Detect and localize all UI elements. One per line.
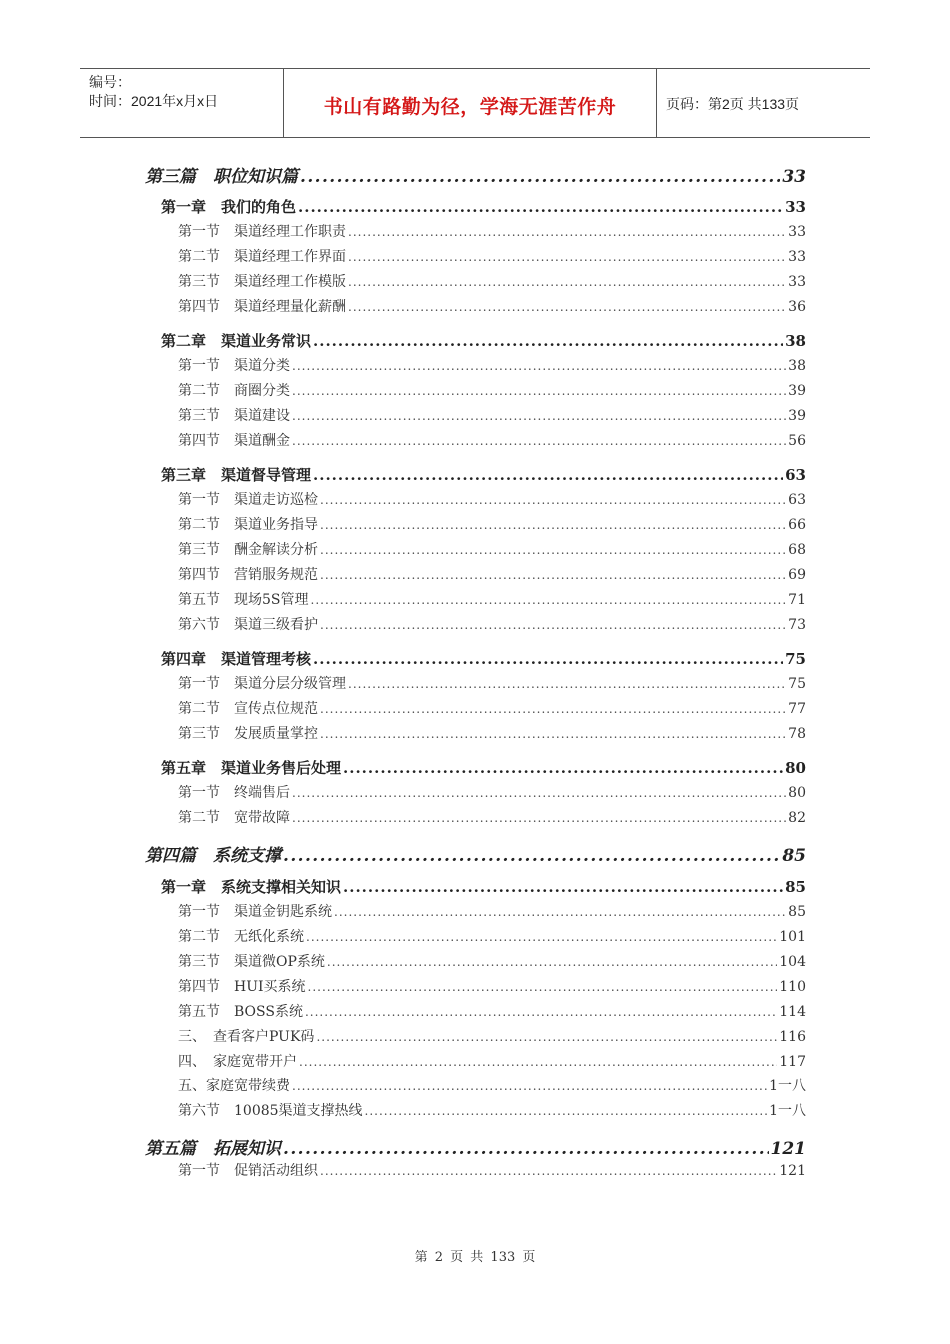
toc-section-entry[interactable] — [178, 951, 806, 971]
dot-leader — [348, 300, 786, 314]
toc-section-entry[interactable] — [178, 698, 806, 718]
toc-entry-page-number: 75 — [788, 676, 806, 692]
toc-entry-page-number: 77 — [788, 701, 806, 717]
toc-entry-page-number: 85 — [785, 878, 806, 896]
dot-leader — [320, 618, 786, 632]
toc-section-entry[interactable] — [178, 296, 806, 316]
toc-section-entry[interactable] — [178, 514, 806, 534]
dot-leader — [311, 593, 787, 607]
toc-entry-page-number: 38 — [785, 332, 806, 350]
toc-section-entry[interactable] — [178, 1100, 806, 1120]
toc-section-entry[interactable] — [178, 489, 806, 509]
toc-entry-page-number: 66 — [788, 517, 806, 533]
toc-section-entry[interactable] — [178, 1051, 806, 1071]
toc-entry-title: 第二章 渠道业务常识 — [161, 332, 312, 350]
toc-entry-title: 第三节 渠道经理工作模版 — [178, 274, 346, 290]
toc-section-entry[interactable] — [178, 430, 806, 450]
toc-entry-page-number: 116 — [779, 1029, 806, 1045]
toc-section-entry[interactable] — [178, 355, 806, 375]
dot-leader — [283, 1139, 769, 1159]
toc-section-entry[interactable] — [178, 246, 806, 266]
toc-entry-page-number: 85 — [788, 904, 806, 920]
toc-section-entry[interactable] — [178, 901, 806, 921]
toc-entry-page-number: 80 — [785, 759, 806, 777]
dot-leader — [365, 1104, 768, 1118]
dot-leader — [292, 1079, 767, 1093]
toc-entry-title: 第二节 商圈分类 — [178, 383, 290, 399]
toc-entry-page-number: 85 — [782, 846, 806, 866]
toc-section-entry[interactable] — [178, 723, 806, 743]
toc-entry-page-number: 39 — [788, 383, 806, 399]
dot-leader — [292, 811, 786, 825]
toc-chapter-entry[interactable] — [161, 648, 806, 669]
dot-leader — [334, 905, 786, 919]
toc-section-entry[interactable] — [178, 807, 806, 827]
toc-entry-page-number: 69 — [788, 567, 806, 583]
page-footer: 第 2 页 共 133 页 — [414, 1250, 536, 1265]
toc-entry-title: 第五节 现场5S管理 — [178, 592, 309, 608]
dot-leader — [343, 759, 783, 777]
dot-leader — [283, 846, 780, 866]
toc-entry-page-number: 75 — [785, 650, 806, 668]
toc-entry-title: 第一章 系统支撑相关知识 — [161, 878, 342, 896]
dot-leader — [306, 930, 777, 944]
toc-section-entry[interactable] — [178, 1026, 806, 1046]
dot-leader — [313, 466, 783, 484]
toc-section-entry[interactable] — [178, 271, 806, 291]
toc-entry-page-number: 39 — [788, 408, 806, 424]
toc-entry-page-number: 33 — [788, 274, 806, 290]
toc-entry-title: 第五章 渠道业务售后处理 — [161, 759, 342, 777]
dot-leader — [320, 702, 786, 716]
toc-entry-page-number: 117 — [779, 1054, 806, 1070]
dot-leader — [320, 543, 786, 557]
date-label: 时间：2021年x月x日 — [89, 93, 219, 109]
dot-leader — [327, 955, 777, 969]
toc-entry-title: 第六节 10085渠道支撑热线 — [178, 1103, 363, 1119]
toc-entry-page-number: 36 — [788, 299, 806, 315]
dot-leader — [316, 1030, 777, 1044]
toc-entry-page-number: 56 — [788, 433, 806, 449]
toc-entry-page-number: 121 — [770, 1139, 806, 1159]
toc-entry-title: 第五节 BOSS系统 — [178, 1004, 303, 1020]
toc-entry-title: 第三篇 职位知识篇 — [145, 167, 298, 187]
header-page-cell — [657, 69, 870, 137]
header-motto-cell — [283, 69, 657, 137]
toc-entry-title: 第四节 营销服务规范 — [178, 567, 318, 583]
dot-leader — [292, 409, 786, 423]
toc-entry-title: 三、 查看客户PUK码 — [178, 1029, 315, 1045]
toc-entry-page-number: 68 — [788, 542, 806, 558]
toc-section-entry[interactable] — [178, 539, 806, 559]
toc-chapter-entry[interactable] — [161, 757, 806, 778]
dot-leader — [292, 359, 786, 373]
dot-leader — [305, 1005, 777, 1019]
toc-section-entry[interactable] — [178, 380, 806, 400]
toc-entry-page-number: 78 — [788, 726, 806, 742]
toc-part-entry[interactable] — [145, 162, 806, 187]
toc-entry-title: 第五篇 拓展知识 — [145, 1139, 281, 1159]
toc-part-entry[interactable] — [145, 1134, 806, 1159]
toc-entry-title: 第三节 发展质量掌控 — [178, 726, 318, 742]
toc-entry-title: 第二节 宣传点位规范 — [178, 701, 318, 717]
dot-leader — [299, 1055, 777, 1069]
page-number-label: 页码：第2页 共133页 — [666, 96, 800, 112]
toc-entry-page-number: 38 — [788, 358, 806, 374]
toc-entry-title: 第四章 渠道管理考核 — [161, 650, 312, 668]
toc-entry-title: 第四节 HUI买系统 — [178, 979, 306, 995]
dot-leader — [320, 493, 786, 507]
toc-entry-title: 第二节 渠道经理工作界面 — [178, 249, 346, 265]
toc-section-entry[interactable] — [178, 405, 806, 425]
toc-entry-page-number: 114 — [779, 1004, 806, 1020]
dot-leader — [348, 250, 786, 264]
toc-entry-page-number: 63 — [785, 466, 806, 484]
toc-entry-title: 四、 家庭宽带开户 — [178, 1054, 297, 1070]
toc-entry-page-number: 110 — [779, 979, 806, 995]
toc-entry-title: 第六节 渠道三级看护 — [178, 617, 318, 633]
toc-section-entry[interactable] — [178, 673, 806, 693]
toc-entry-title: 第一节 促销活动组织 — [178, 1163, 318, 1179]
toc-section-entry[interactable] — [178, 589, 806, 609]
toc-section-entry[interactable] — [178, 782, 806, 802]
toc-entry-title: 第四节 渠道经理量化薪酬 — [178, 299, 346, 315]
toc-entry-title: 第一节 终端售后 — [178, 785, 290, 801]
toc-entry-page-number: 121 — [779, 1163, 806, 1179]
toc-entry-title: 第三节 酬金解读分析 — [178, 542, 318, 558]
dot-leader — [292, 434, 786, 448]
toc-entry-title: 第二节 渠道业务指导 — [178, 517, 318, 533]
toc-section-entry[interactable] — [178, 926, 806, 946]
toc-entry-title: 第一章 我们的角色 — [161, 198, 297, 216]
toc-entry-page-number: 71 — [788, 592, 806, 608]
dot-leader — [298, 198, 783, 216]
dot-leader — [320, 518, 786, 532]
toc-chapter-entry[interactable] — [161, 464, 806, 485]
toc-entry-title: 第二节 无纸化系统 — [178, 929, 304, 945]
dot-leader — [313, 650, 783, 668]
toc-entry-title: 第三章 渠道督导管理 — [161, 466, 312, 484]
toc-entry-page-number: 104 — [779, 954, 806, 970]
dot-leader — [348, 275, 786, 289]
toc-entry-title: 第四篇 系统支撑 — [145, 846, 281, 866]
dot-leader — [313, 332, 783, 350]
toc-entry-title: 第二节 宽带故障 — [178, 810, 290, 826]
toc-section-entry[interactable] — [178, 1075, 806, 1095]
dot-leader — [320, 1164, 777, 1178]
header-info-cell — [80, 69, 283, 137]
toc-entry-title: 第四节 渠道酬金 — [178, 433, 290, 449]
toc-entry-title: 第三节 渠道建设 — [178, 408, 290, 424]
dot-leader — [320, 568, 786, 582]
toc-entry-title: 第一节 渠道金钥匙系统 — [178, 904, 332, 920]
dot-leader — [308, 980, 778, 994]
page-header — [80, 68, 870, 138]
dot-leader — [348, 677, 786, 691]
toc-entry-page-number: 101 — [779, 929, 806, 945]
toc-section-entry[interactable] — [178, 976, 806, 996]
document-number-label: 编号： — [89, 74, 131, 90]
toc-section-entry[interactable] — [178, 1001, 806, 1021]
toc-entry-page-number: 33 — [788, 224, 806, 240]
dot-leader — [292, 384, 786, 398]
dot-leader — [320, 727, 786, 741]
toc-entry-page-number: 63 — [788, 492, 806, 508]
dot-leader — [343, 878, 783, 896]
toc-section-entry[interactable] — [178, 221, 806, 241]
toc-entry-title: 第一节 渠道分层分级管理 — [178, 676, 346, 692]
toc-entry-page-number: 82 — [788, 810, 806, 826]
toc-entry-page-number: 1一八 — [769, 1078, 806, 1094]
toc-chapter-entry[interactable] — [161, 876, 806, 897]
toc-entry-title: 第一节 渠道经理工作职责 — [178, 224, 346, 240]
toc-section-entry[interactable] — [178, 614, 806, 634]
toc-section-entry[interactable] — [178, 564, 806, 584]
toc-entry-page-number: 33 — [785, 198, 806, 216]
toc-entry-title: 第一节 渠道分类 — [178, 358, 290, 374]
motto-text: 书山有路勤为径，学海无涯苦作舟 — [323, 96, 617, 118]
dot-leader — [300, 167, 780, 187]
toc-entry-page-number: 33 — [788, 249, 806, 265]
toc-section-entry[interactable] — [178, 1160, 806, 1180]
toc-entry-page-number: 73 — [788, 617, 806, 633]
toc-entry-title: 第一节 渠道走访巡检 — [178, 492, 318, 508]
dot-leader — [292, 786, 786, 800]
toc-entry-page-number: 33 — [782, 167, 806, 187]
toc-entry-page-number: 80 — [788, 785, 806, 801]
dot-leader — [348, 225, 786, 239]
toc-part-entry[interactable] — [145, 841, 806, 866]
toc-entry-title: 五、家庭宽带续费 — [178, 1078, 290, 1094]
toc-chapter-entry[interactable] — [161, 196, 806, 217]
toc-entry-title: 第三节 渠道微OP系统 — [178, 954, 325, 970]
toc-chapter-entry[interactable] — [161, 330, 806, 351]
toc-entry-page-number: 1一八 — [769, 1103, 806, 1119]
